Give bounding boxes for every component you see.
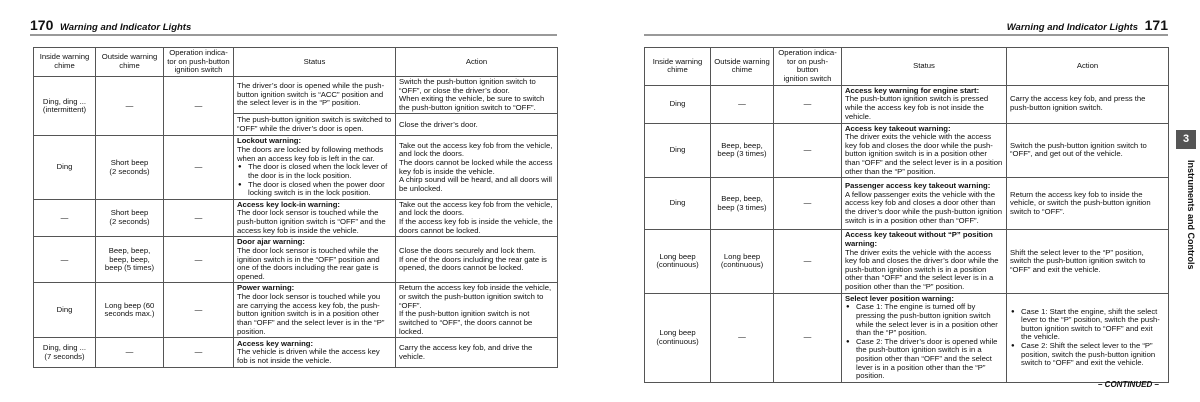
indicator-cell: — [774,178,842,230]
inside-chime-cell: Ding [645,85,711,123]
status-cell [234,114,396,136]
inside-chime-cell: Ding [34,136,96,199]
status-title: Lockout warning: [237,136,302,146]
status-cell [234,283,396,338]
action-cell: Close the driver’s door. [396,114,558,136]
status-title: Passenger access key takeout warning: [845,181,991,191]
inside-chime-cell: Ding [645,178,711,230]
page-title: Warning and Indicator Lights [60,22,192,33]
table-row [34,338,558,368]
col-status: Status [842,48,1007,86]
status-cell [842,178,1007,230]
outside-chime-cell: Beep, beep, beep, beep, beep (5 times) [96,237,164,283]
status-title: Access key takeout without “P” position warning: [845,230,993,248]
table-row [34,76,558,114]
table-row [645,230,1169,293]
status-bullet: ● The door is closed when the lock lever of the door is in the lock position. [248,163,392,180]
page-title: Warning and Indicator Lights [1006,22,1138,33]
action-cell: Carry the access key fob, and drive the vehicle. [396,338,558,368]
status-bullet: ● The door is closed when the power door locking switch is in the lock position. [248,181,392,198]
inside-chime-cell: Ding, ding ... (7 seconds) [34,338,96,368]
indicator-cell: — [774,230,842,293]
indicator-cell: — [164,338,234,368]
status-text: The door lock sensor is touched while the push-button ignition switch is “OFF” and the access key fob is inside the vehicle. [237,208,386,235]
table-row [34,237,558,283]
status-title: Access key takeout warning: [845,123,951,133]
action-cell: Return the access key fob inside the vehicle, or switch the push-button ignition switch to “OFF”. If the push-button ignition switch is not switched to “OFF”, the doors cannot be locked. [396,283,558,338]
action-bullet: ● Case 1: Start the engine, shift the select lever to the “P” position, switch the push-button ignition switch to “OFF” and exit the vehicle. [1021,308,1165,343]
action-cell: Shift the select lever to the “P” position, switch the push-button ignition switch to “OFF” and exit the vehicle. [1007,230,1169,293]
col-indicator: Operation indica- tor on push-button ignition switch [774,48,842,86]
chapter-label: Instruments and Controls [1186,160,1196,270]
indicator-cell: — [164,76,234,136]
outside-chime-cell: Short beep (2 seconds) [96,136,164,199]
inside-chime-cell: Long beep (continuous) [645,230,711,293]
outside-chime-cell: Beep, beep, beep (3 times) [711,123,774,178]
continued-label: – CONTINUED – [1098,380,1159,389]
inside-chime-cell: Ding [645,123,711,178]
col-inside-chime: Inside warning chime [34,48,96,77]
chapter-tab: 3 [1176,130,1196,149]
status-text: The doors are locked by following methods when an access key fob is left in the car. [237,145,384,163]
indicator-cell: — [774,293,842,382]
indicator-cell: — [164,283,234,338]
table-row [34,199,558,237]
indicator-cell: — [164,199,234,237]
status-cell [842,293,1007,382]
action-cell: Carry the access key fob, and press the push-button ignition switch. [1007,85,1169,123]
status-text: A fellow passenger exits the vehicle with the access key fob and closes a door other than the driver’s door while the push-button ignition switch is in a position other than “OFF”. [845,189,1002,225]
status-title: Power warning: [237,283,295,293]
status-bullet: ● Case 1: The engine is turned off by pressing the push-button ignition switch while the select lever is in a position other than the “P” position. [856,303,1003,338]
status-title: Select lever position warning: [845,293,954,303]
status-cell [234,237,396,283]
status-title: Access key warning for engine start: [845,85,980,95]
action-cell [1007,293,1169,382]
inside-chime-cell: — [34,199,96,237]
status-cell [234,199,396,237]
outside-chime-cell: Long beep (continuous) [711,230,774,293]
action-cell: Switch the push-button ignition switch to “OFF”, or close the driver’s door. When exiting the vehicle, be sure to switch the push-button ignition switch to “OFF”. [396,76,558,114]
status-text: The driver exits the vehicle with the access key fob and closes the door while the push-button ignition switch is in a position other than “OFF” and the select lever is in a position other than the “P” position. [845,132,1003,176]
col-action: Action [1007,48,1169,86]
status-text: The driver’s door is opened while the push-button ignition switch is “ACC” position and the select lever is in the “P” position. [237,81,385,108]
status-text: The door lock sensor is touched while the ignition switch is in the “OFF” position and one of the doors including the rear gate is opened. [237,245,380,281]
status-text: The door lock sensor is touched while you are carrying the access key fob, the push-button ignition switch is in a position other than “OFF” and the select lever is in the “P” position. [237,292,385,336]
status-cell [842,230,1007,293]
table-row [34,283,558,338]
outside-chime-cell: — [96,338,164,368]
outside-chime-cell: — [96,76,164,136]
action-bullet: ● Case 2: Shift the select lever to the “P” position, switch the push-button ignition switch to “OFF” and exit the vehicle. [1021,342,1165,368]
table-header-row [34,48,558,77]
page-header [644,17,1168,36]
inside-chime-cell: Ding [34,283,96,338]
status-cell [234,76,396,114]
page-number: 170 [30,17,54,33]
status-text: The push-button ignition switch is switched to “OFF” while the driver’s door is open. [237,115,392,133]
warning-table [33,47,558,368]
action-cell: Close the doors securely and lock them. If one of the doors including the rear gate is opened, the doors cannot be locked. [396,237,558,283]
page-header [30,17,557,36]
status-cell [842,85,1007,123]
indicator-cell: — [774,123,842,178]
page-number: 171 [1144,17,1168,33]
indicator-cell: — [164,136,234,199]
col-outside-chime: Outside warning chime [96,48,164,77]
action-cell: Take out the access key fob from the vehicle, and lock the doors. If the access key fob is inside the vehicle, the doors cannot be locked. [396,199,558,237]
outside-chime-cell: Short beep (2 seconds) [96,199,164,237]
status-cell [842,123,1007,178]
table-row [645,178,1169,230]
indicator-cell: — [164,237,234,283]
col-action: Action [396,48,558,77]
status-cell [234,136,396,199]
status-text: The vehicle is driven while the access key fob is not inside the vehicle. [237,347,380,365]
action-cell: Switch the push-button ignition switch to “OFF”, and get out of the vehicle. [1007,123,1169,178]
action-cell: Take out the access key fob from the vehicle, and lock the doors. The doors cannot be locked while the access key fob is inside the vehicle. A chirp sound will be heard, and all doors will be unlocked. [396,136,558,199]
inside-chime-cell: Long beep (continuous) [645,293,711,382]
inside-chime-cell: Ding, ding ... (intermittent) [34,76,96,136]
action-cell: Return the access key fob to inside the vehicle, or switch the push-button ignition switch to “OFF”. [1007,178,1169,230]
status-title: Access key lock-in warning: [237,199,340,209]
right-page [632,0,1200,402]
table-row [34,136,558,199]
table-row [645,123,1169,178]
status-bullet: ● Case 2: The driver’s door is opened while the push-button ignition switch is in a position other than “OFF” and the select lever is in a position other than the “P” position. [856,338,1003,381]
table-header-row [645,48,1169,86]
indicator-cell: — [774,85,842,123]
col-outside-chime: Outside warning chime [711,48,774,86]
outside-chime-cell: Beep, beep, beep (3 times) [711,178,774,230]
col-indicator: Operation indica- tor on push-button ignition switch [164,48,234,77]
status-text: The driver exits the vehicle with the access key fob and closes the driver’s door while the push-button ignition switch is in a position other than “OFF” and the select lever is in a position other than the “P” position. [845,247,999,291]
outside-chime-cell: Long beep (60 seconds max.) [96,283,164,338]
status-text: The push-button ignition switch is pressed while the access key fob is not inside the vehicle. [845,94,989,121]
status-title: Door ajar warning: [237,237,305,247]
status-cell [234,338,396,368]
warning-table [644,47,1169,383]
outside-chime-cell: — [711,293,774,382]
status-title: Access key warning: [237,338,314,348]
col-status: Status [234,48,396,77]
table-row [645,85,1169,123]
inside-chime-cell: — [34,237,96,283]
col-inside-chime: Inside warning chime [645,48,711,86]
table-row [645,293,1169,382]
left-page [0,0,570,402]
outside-chime-cell: — [711,85,774,123]
